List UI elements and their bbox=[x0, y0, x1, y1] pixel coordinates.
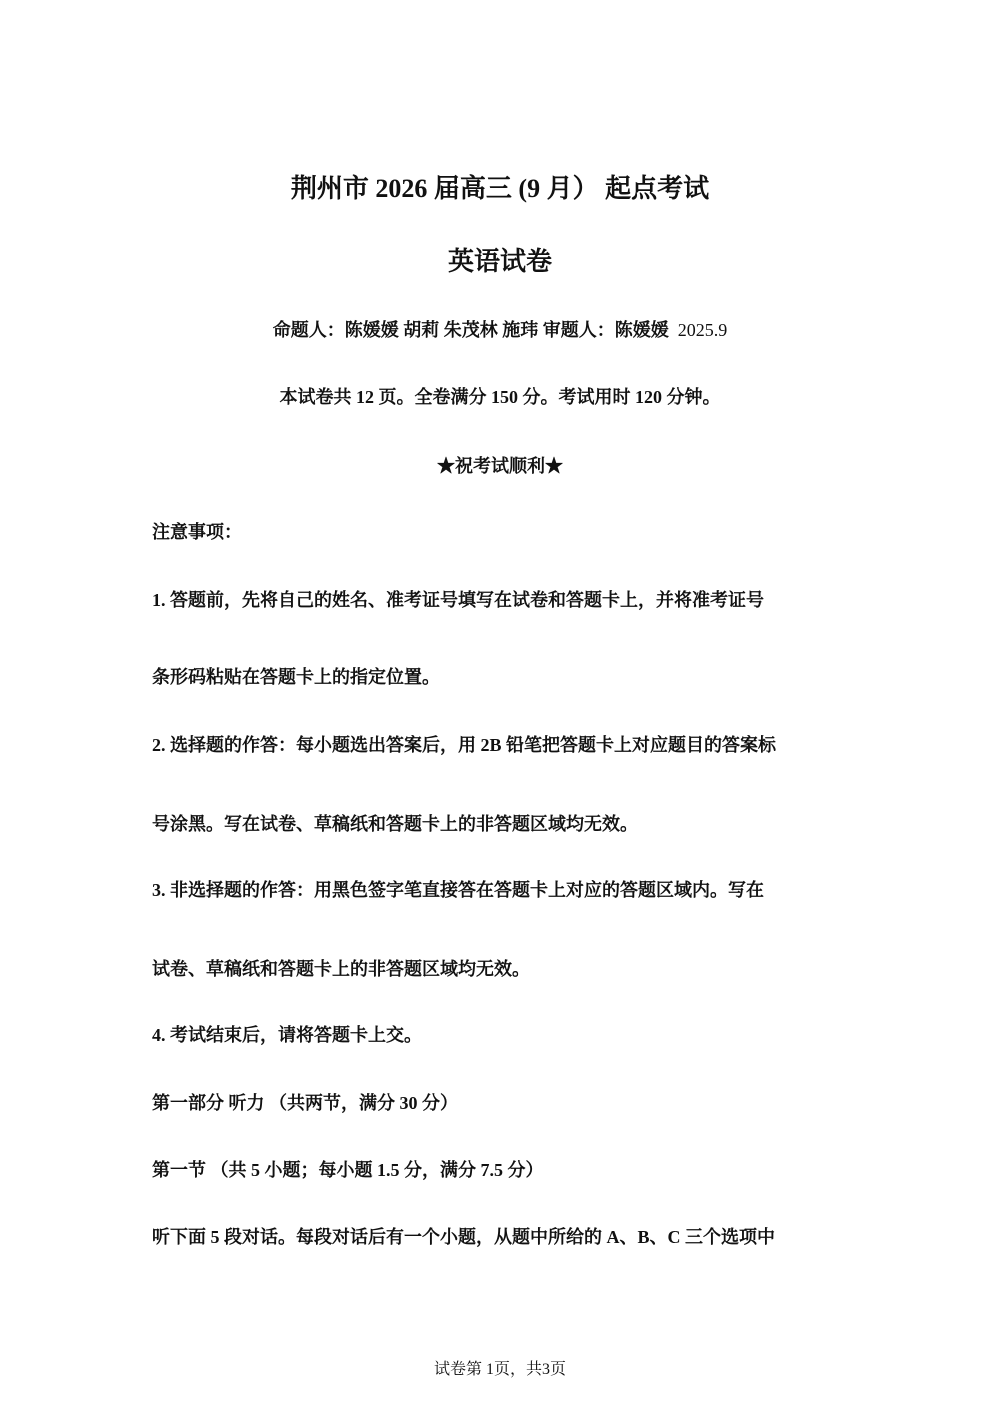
authors-text: 命题人：陈媛媛 胡莉 朱茂林 施玮 审题人：陈媛媛 bbox=[272, 320, 669, 340]
exam-date: 2025.9 bbox=[677, 320, 728, 340]
notes-heading: 注意事项： bbox=[152, 522, 242, 542]
note-2-line-1: 2. 选择题的作答：每小题选出答案后，用 2B 铅笔把答题卡上对应题目的答案标 bbox=[152, 735, 777, 755]
section-1-heading: 第一节 （共 5 小题；每小题 1.5 分，满分 7.5 分） bbox=[152, 1160, 544, 1180]
note-3-line-1: 3. 非选择题的作答：用黑色签字笔直接答在答题卡上对应的答题区域内。写在 bbox=[152, 880, 764, 900]
good-luck-text: ★祝考试顺利★ bbox=[437, 456, 563, 476]
note-1-line-1: 1. 答题前，先将自己的姓名、准考证号填写在试卷和答题卡上，并将准考证号 bbox=[152, 590, 764, 610]
section-1-instruction: 听下面 5 段对话。每段对话后有一个小题，从题中所给的 A、B、C 三个选项中 bbox=[152, 1227, 776, 1247]
part-1-heading: 第一部分 听力 （共两节，满分 30 分） bbox=[152, 1093, 458, 1113]
authors-line bbox=[0, 316, 1000, 342]
exam-subtitle: 英语试卷 bbox=[447, 247, 552, 276]
note-1-line-2: 条形码粘贴在答题卡上的指定位置。 bbox=[152, 667, 440, 687]
note-4-line-1: 4. 考试结束后，请将答题卡上交。 bbox=[152, 1025, 422, 1045]
page-footer: 试卷第 1页，共3页 bbox=[433, 1361, 566, 1378]
exam-summary: 本试卷共 12 页。全卷满分 150 分。考试用时 120 分钟。 bbox=[279, 387, 721, 407]
note-3-line-2: 试卷、草稿纸和答题卡上的非答题区域均无效。 bbox=[152, 959, 530, 979]
exam-title: 荆州市 2026 届高三 (9 月） 起点考试 bbox=[290, 174, 710, 203]
note-2-line-2: 号涂黑。写在试卷、草稿纸和答题卡上的非答题区域均无效。 bbox=[152, 814, 638, 834]
